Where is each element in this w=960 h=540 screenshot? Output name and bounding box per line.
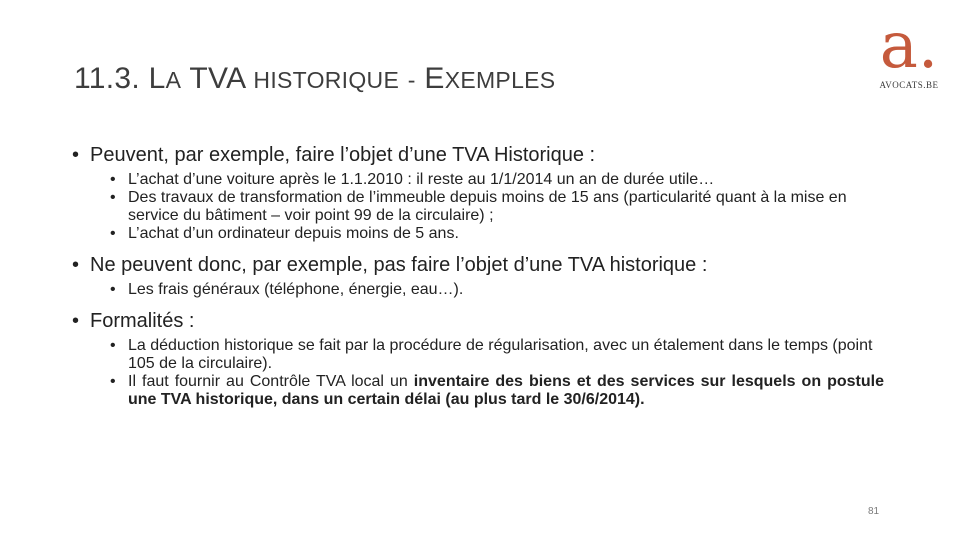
bullet-section-2	[72, 253, 884, 277]
list-item	[72, 337, 884, 373]
logo-text: AVOCATS.BE	[879, 80, 939, 90]
bullet-icon: •	[110, 189, 116, 206]
list-item-text: L’achat d’une voiture après le 1.1.2010 : il reste au 1/1/2014 un an de durée utile…	[128, 171, 715, 188]
title-word-exemples-initial: E	[424, 62, 445, 95]
slide-title	[74, 62, 555, 96]
title-word-historique: HISTORIQUE	[253, 67, 400, 93]
section-3-heading: Formalités :	[90, 310, 195, 332]
section-2-items	[72, 281, 884, 299]
list-item-text: Des travaux de transformation de l’immeuble depuis moins de 15 ans (particularité quant à la mise en service du bâtiment – voir point 99 de la circulaire) ;	[128, 189, 847, 224]
bullet-icon: •	[110, 337, 116, 354]
list-item-text: La déduction historique se fait par la procédure de régularisation, avec un étalement dans le temps (point 105 de la circulaire).	[128, 337, 873, 372]
bullet-icon: •	[110, 171, 116, 188]
list-item-text: Les frais généraux (téléphone, énergie, eau…).	[128, 281, 464, 298]
title-word-la-initial: L	[148, 62, 166, 95]
section-1-items	[72, 171, 884, 243]
bullet-icon: •	[72, 310, 80, 332]
title-word-tva: TVA	[189, 62, 245, 95]
avocats-logo	[872, 9, 946, 94]
section-2-heading: Ne peuvent donc, par exemple, pas faire l’objet d’une TVA historique :	[90, 254, 708, 276]
bullet-icon: •	[110, 281, 116, 298]
section-3-items	[72, 337, 884, 409]
title-dash: -	[407, 67, 416, 93]
list-item	[72, 281, 884, 299]
page-number: 81	[868, 506, 880, 517]
bullet-icon: •	[110, 225, 116, 242]
bullet-icon: •	[72, 144, 80, 166]
bullet-icon: •	[110, 373, 116, 390]
logo-glyph: a.	[879, 9, 939, 83]
list-item	[72, 225, 884, 243]
bullet-icon: •	[72, 254, 80, 276]
list-item-text: Il faut fournir au Contrôle TVA local un	[128, 373, 414, 390]
list-item	[72, 373, 884, 409]
list-item-text: L’achat d’un ordinateur depuis moins de 5 ans.	[128, 225, 459, 242]
bullet-section-1	[72, 143, 884, 167]
title-word-la-rest: A	[165, 67, 182, 93]
list-item	[72, 189, 884, 225]
section-1-heading: Peuvent, par exemple, faire l’objet d’une TVA Historique :	[90, 144, 596, 166]
list-item-bold-text: inventaire des biens et des services sur lesquels on postule une TVA historique, dans un certain délai (au plus tard le 30/6/2014).	[128, 373, 884, 408]
slide-body	[72, 143, 884, 419]
title-word-exemples-rest: XEMPLES	[444, 67, 556, 93]
bullet-section-3	[72, 309, 884, 333]
list-item	[72, 171, 884, 189]
title-number: 11.3.	[74, 62, 140, 95]
